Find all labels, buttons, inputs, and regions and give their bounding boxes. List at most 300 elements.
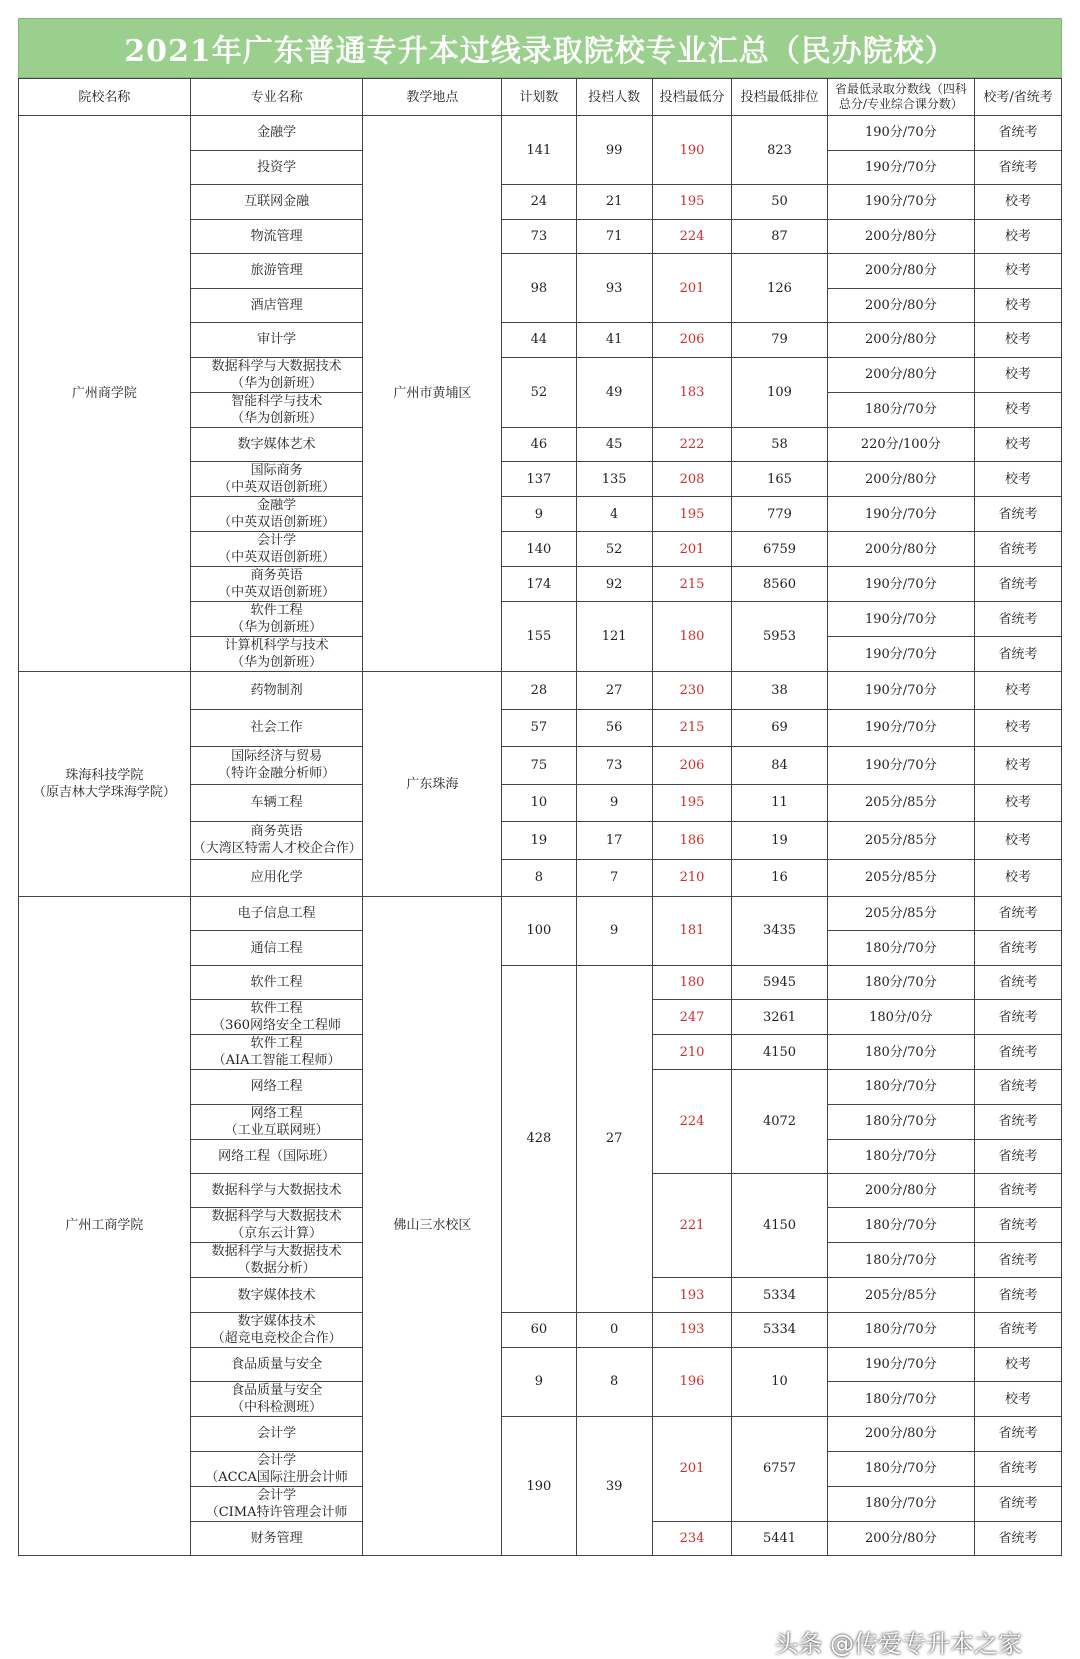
major-note: （华为创新班） [231,410,323,426]
applicants-cell-text: 9 [610,923,619,939]
score-line-cell-text: 205分/85分 [864,795,937,811]
major-name: 数据科学与大数据技术 [211,1209,342,1225]
score-line-cell-text: 205分/85分 [864,906,937,922]
applicants-cell-text: 7 [610,870,619,886]
min-rank-cell-text: 19 [771,832,788,848]
exam-type-cell [975,822,1062,860]
exam-type-cell-text: 校考 [1005,332,1032,348]
plan-cell [502,116,576,185]
admission-table [18,78,1062,1556]
major-name: 计算机科学与技术 [224,638,329,653]
score-line-cell-text: 190分/70分 [864,1356,937,1372]
min-rank-cell [732,672,827,710]
score-line-cell-text: 180分/70分 [864,1217,937,1233]
min-score-cell-text: 193 [679,1322,705,1338]
major-cell [190,532,363,567]
score-line-cell [827,567,974,602]
plan-cell [502,1312,576,1347]
major-name: 药物制剂 [250,682,303,698]
exam-type-cell-text: 校考 [1005,870,1032,886]
table-body [19,116,1062,1556]
score-line-cell [827,532,974,567]
min-rank-cell [732,1312,827,1347]
major-name: 会计学 [257,1487,297,1503]
exam-type-cell-text: 省统考 [998,646,1038,662]
min-score-cell [652,185,731,220]
exam-type-cell [975,1208,1062,1243]
exam-type-cell [975,185,1062,220]
min-score-cell [652,965,731,999]
score-line-cell [827,897,974,931]
plan-cell-text: 52 [530,384,548,400]
major-name: 投资学 [257,159,297,175]
min-score-cell [652,462,731,497]
applicants-cell-text: 71 [605,228,623,244]
major-name: 数据科学与大数据技术 [211,1244,342,1260]
plan-cell-text: 174 [526,576,552,592]
min-rank-cell [732,462,827,497]
score-line-cell [827,392,974,427]
school-name: 广州商学院 [71,386,137,401]
major-cell [190,1486,363,1521]
exam-type-cell [975,1173,1062,1207]
min-score-cell [652,859,731,897]
major-cell [190,747,363,785]
major-name: 数字媒体技术 [237,1287,316,1303]
exam-type-cell [975,747,1062,785]
major-name: 通信工程 [250,940,303,956]
min-rank-cell-text: 69 [771,720,788,736]
score-line-cell [827,1243,974,1278]
exam-type-cell-text: 省统考 [998,1044,1038,1060]
plan-cell-text: 28 [530,682,548,698]
plan-cell-text: 46 [530,436,548,452]
exam-type-cell [975,1521,1062,1555]
major-note: （华为创新班） [231,620,323,635]
header-min-rank: 投档最低排位 [732,79,827,116]
major-name: 智能科学与技术 [231,393,323,409]
score-line-cell-text: 190分/70分 [864,757,937,773]
score-line-cell [827,747,974,785]
score-line-cell-text: 180分/70分 [864,1461,937,1477]
major-cell [190,150,363,185]
major-name: 数字媒体技术 [237,1313,316,1329]
score-line-cell [827,462,974,497]
min-score-cell [652,427,731,462]
plan-cell-text: 100 [526,923,552,939]
plan-cell-text: 60 [530,1322,548,1338]
min-rank-cell-text: 4150 [762,1044,797,1060]
exam-type-cell [975,1035,1062,1070]
applicants-cell [576,462,652,497]
score-line-cell [827,1312,974,1347]
score-line-cell [827,784,974,822]
exam-type-cell-text: 省统考 [998,1217,1038,1233]
major-name: 食品质量与安全 [231,1356,323,1372]
plan-cell [502,859,576,897]
score-line-cell-text: 180分/70分 [864,1148,937,1164]
min-rank-cell-text: 11 [771,795,788,811]
header-location: 教学地点 [363,79,502,116]
applicants-cell [576,185,652,220]
min-rank-cell-text: 4072 [762,1114,797,1130]
major-cell [190,1208,363,1243]
score-line-cell-text: 180分/0分 [869,1009,933,1025]
major-cell [190,323,363,358]
plan-cell-text: 141 [526,142,552,158]
major-cell [190,1070,363,1104]
applicants-cell-text: 4 [610,506,619,522]
applicants-cell [576,323,652,358]
major-note: （360网络安全工程师 [212,1018,341,1034]
major-name: 旅游管理 [250,263,303,279]
min-score-cell-text: 195 [679,194,705,210]
exam-type-cell-text: 省统考 [998,1322,1038,1338]
exam-type-cell-text: 省统考 [998,1530,1038,1546]
exam-type-cell-text: 校考 [1005,720,1032,736]
applicants-cell [576,1417,652,1556]
score-line-cell-text: 200分/80分 [864,471,937,487]
major-note: （超竞电竞校企合作） [211,1330,342,1346]
min-rank-cell-text: 6759 [762,541,797,557]
watermark: 头条 @传爱专升本之家 [774,1630,1022,1658]
plan-cell-text: 19 [530,832,548,848]
score-line-cell-text: 180分/70分 [864,402,937,417]
major-cell [190,427,363,462]
exam-type-cell [975,931,1062,965]
applicants-cell [576,532,652,567]
score-line-cell [827,1382,974,1417]
plan-cell [502,323,576,358]
score-line-cell [827,1208,974,1243]
plan-cell-text: 428 [526,1131,552,1147]
major-name: 审计学 [257,332,297,348]
min-score-cell [652,602,731,672]
major-name: 会计学 [257,533,297,548]
min-score-cell [652,1417,731,1521]
major-cell [190,1382,363,1417]
exam-type-cell-text: 校考 [1005,402,1032,417]
exam-type-cell-text: 校考 [1005,1391,1032,1407]
score-line-cell [827,1035,974,1070]
min-rank-cell-text: 6757 [762,1461,797,1477]
score-line-cell [827,859,974,897]
plan-cell-text: 9 [534,1374,544,1390]
score-line-cell-text: 205分/85分 [864,870,937,886]
applicants-cell-text: 41 [605,332,623,348]
major-name: 金融学 [257,498,297,513]
min-score-cell [652,116,731,185]
min-score-cell [652,323,731,358]
score-line-cell-text: 200分/80分 [864,367,937,382]
applicants-cell-text: 21 [605,194,623,210]
score-line-cell-text: 180分/70分 [864,1322,937,1338]
plan-cell [502,254,576,323]
min-rank-cell-text: 126 [767,280,792,296]
applicants-cell-text: 92 [605,576,623,592]
min-rank-cell [732,1000,827,1035]
exam-type-cell [975,323,1062,358]
plan-cell [502,1417,576,1556]
location-cell [363,897,502,1556]
min-rank-cell-text: 87 [771,228,788,244]
applicants-cell [576,747,652,785]
location-cell [363,116,502,672]
major-cell [190,567,363,602]
min-score-cell-text: 183 [679,384,705,400]
score-line-cell-text: 190分/70分 [864,682,937,698]
exam-type-cell [975,532,1062,567]
exam-type-cell [975,859,1062,897]
min-score-cell-text: 224 [679,228,705,244]
exam-type-cell [975,602,1062,637]
score-line-cell [827,1070,974,1104]
exam-type-cell-text: 省统考 [998,1461,1038,1477]
exam-type-cell [975,709,1062,747]
exam-type-cell-text: 校考 [1005,297,1032,313]
score-line-cell [827,1521,974,1555]
min-score-cell-text: 186 [679,832,705,848]
score-line-cell-text: 200分/80分 [864,541,937,557]
table-row [19,672,1062,710]
score-line-cell [827,637,974,672]
exam-type-cell-text: 省统考 [998,1148,1038,1164]
score-line-cell [827,1451,974,1486]
major-cell [190,1312,363,1347]
min-rank-cell-text: 5441 [762,1530,797,1546]
header-plan: 计划数 [502,79,576,116]
plan-cell-text: 44 [530,332,548,348]
exam-type-cell-text: 省统考 [998,159,1038,175]
min-score-cell [652,254,731,323]
location-cell-text: 广东珠海 [406,776,459,792]
exam-type-cell-text: 省统考 [998,125,1038,141]
major-cell [190,462,363,497]
major-note: （CIMA特许管理会计师 [205,1504,348,1520]
exam-type-cell-text: 省统考 [998,906,1038,922]
exam-type-cell [975,357,1062,392]
exam-type-cell-text: 校考 [1005,682,1032,698]
min-rank-cell [732,532,827,567]
exam-type-cell [975,1312,1062,1347]
min-score-cell-text: 180 [679,629,705,644]
header-school: 院校名称 [19,79,191,116]
exam-type-cell-text: 省统考 [998,1009,1038,1025]
min-rank-cell-text: 3261 [762,1009,797,1025]
min-score-cell [652,1000,731,1035]
score-line-cell [827,1417,974,1451]
major-name: 软件工程 [250,974,303,990]
exam-type-cell-text: 省统考 [998,1287,1038,1303]
score-line-cell-text: 180分/70分 [864,1252,937,1268]
major-cell [190,1243,363,1278]
score-line-cell-text: 190分/70分 [864,646,937,662]
exam-type-cell-text: 校考 [1005,367,1032,382]
exam-type-cell [975,254,1062,289]
exam-type-cell [975,672,1062,710]
major-cell [190,1173,363,1207]
applicants-cell [576,965,652,1312]
min-score-cell [652,1035,731,1070]
exam-type-cell [975,784,1062,822]
exam-type-cell-text: 省统考 [998,1079,1038,1095]
major-note: （华为创新班） [231,375,323,391]
applicants-cell-text: 17 [605,832,623,848]
score-line-cell [827,185,974,220]
major-cell [190,1451,363,1486]
min-rank-cell [732,1173,827,1277]
applicants-cell-text: 27 [605,682,623,698]
plan-cell-text: 155 [526,629,552,644]
exam-type-cell [975,1243,1062,1278]
min-rank-cell [732,1347,827,1416]
header-min-score: 投档最低分 [652,79,731,116]
major-name: 软件工程 [250,603,303,618]
plan-cell-text: 73 [530,228,548,244]
plan-cell-text: 98 [530,280,548,296]
min-score-cell [652,1347,731,1416]
min-score-cell-text: 215 [679,720,705,736]
major-cell [190,859,363,897]
plan-cell [502,427,576,462]
major-name: 车辆工程 [250,795,303,811]
exam-type-cell [975,497,1062,532]
exam-type-cell-text: 校考 [1005,228,1032,244]
plan-cell-text: 190 [526,1478,552,1494]
applicants-cell [576,784,652,822]
min-score-cell [652,532,731,567]
applicants-cell [576,116,652,185]
major-name: 酒店管理 [250,297,303,313]
exam-type-cell [975,1347,1062,1381]
min-score-cell [652,357,731,427]
score-line-cell-text: 200分/80分 [864,1426,937,1442]
score-line-cell-text: 190分/70分 [864,194,937,210]
major-name: 网络工程（国际班） [218,1148,336,1164]
major-name: 数字媒体艺术 [237,436,316,452]
major-note: （大湾区特需人才校企合作） [192,841,362,857]
major-name: 会计学 [257,1452,297,1468]
score-line-cell [827,288,974,323]
exam-type-cell [975,1382,1062,1417]
exam-type-cell [975,1451,1062,1486]
min-rank-cell [732,897,827,966]
major-cell [190,116,363,151]
min-rank-cell [732,747,827,785]
exam-type-cell [975,116,1062,151]
applicants-cell-text: 9 [610,795,619,811]
major-name: 财务管理 [250,1530,303,1546]
exam-type-cell-text: 校考 [1005,436,1032,452]
min-rank-cell [732,567,827,602]
plan-cell [502,532,576,567]
exam-type-cell [975,219,1062,254]
major-name: 软件工程 [250,1001,303,1017]
major-name: 数据科学与大数据技术 [211,1183,342,1199]
major-note: （特许金融分析师） [218,766,336,782]
location-cell-text: 广州市黄埔区 [393,386,472,401]
score-line-cell [827,116,974,151]
major-name: 食品质量与安全 [231,1383,323,1399]
applicants-cell [576,822,652,860]
applicants-cell-text: 0 [610,1322,619,1338]
applicants-cell-text: 56 [605,720,623,736]
score-line-cell-text: 190分/70分 [864,159,937,175]
exam-type-cell [975,1278,1062,1312]
major-cell [190,497,363,532]
exam-type-cell-text: 校考 [1005,1356,1032,1372]
major-cell [190,357,363,392]
min-score-cell-text: 201 [679,280,705,296]
min-rank-cell-text: 4150 [762,1218,797,1234]
applicants-cell-text: 8 [610,1374,619,1390]
exam-type-cell [975,1139,1062,1173]
min-rank-cell-text: 10 [771,1374,788,1390]
min-score-cell [652,219,731,254]
plan-cell-text: 57 [530,720,548,736]
header-major: 专业名称 [190,79,363,116]
min-score-cell-text: 190 [679,142,705,158]
min-rank-cell-text: 50 [771,194,788,210]
major-name: 应用化学 [250,870,303,886]
major-cell [190,1139,363,1173]
exam-type-cell-text: 校考 [1005,795,1032,811]
applicants-cell [576,427,652,462]
min-rank-cell [732,254,827,323]
plan-cell [502,822,576,860]
exam-type-cell [975,462,1062,497]
major-name: 社会工作 [250,720,303,736]
min-rank-cell-text: 79 [771,332,788,348]
school-name-cell [19,116,191,672]
min-rank-cell [732,497,827,532]
min-rank-cell [732,784,827,822]
min-rank-cell [732,859,827,897]
table-row [19,897,1062,931]
plan-cell-text: 137 [526,471,552,487]
min-rank-cell [732,709,827,747]
min-score-cell-text: 206 [679,332,705,348]
plan-cell [502,747,576,785]
applicants-cell-text: 27 [605,1131,623,1147]
document-title: 2021年广东普通专升本过线录取院校专业汇总（民办院校） [18,18,1062,78]
min-score-cell-text: 224 [679,1114,705,1130]
school-name: 珠海科技学院 [65,768,144,783]
exam-type-cell-text: 省统考 [998,1183,1038,1199]
major-cell [190,822,363,860]
applicants-cell-text: 73 [605,757,623,773]
plan-cell [502,965,576,1312]
exam-type-cell [975,1070,1062,1104]
exam-type-cell [975,1486,1062,1521]
plan-cell-text: 8 [534,870,544,886]
score-line-cell-text: 190分/70分 [864,720,937,736]
plan-cell [502,497,576,532]
min-score-cell [652,672,731,710]
score-line-cell-text: 180分/70分 [864,940,937,956]
score-line-cell [827,219,974,254]
location-cell [363,672,502,897]
major-cell [190,672,363,710]
major-note: （中英双语创新班） [218,585,336,600]
score-line-cell [827,602,974,637]
min-score-cell-text: 210 [679,1044,705,1060]
exam-type-cell [975,427,1062,462]
applicants-cell-text: 99 [605,142,623,158]
min-score-cell-text: 193 [679,1287,705,1303]
major-name: 物流管理 [250,228,303,244]
min-rank-cell-text: 5945 [762,974,797,990]
